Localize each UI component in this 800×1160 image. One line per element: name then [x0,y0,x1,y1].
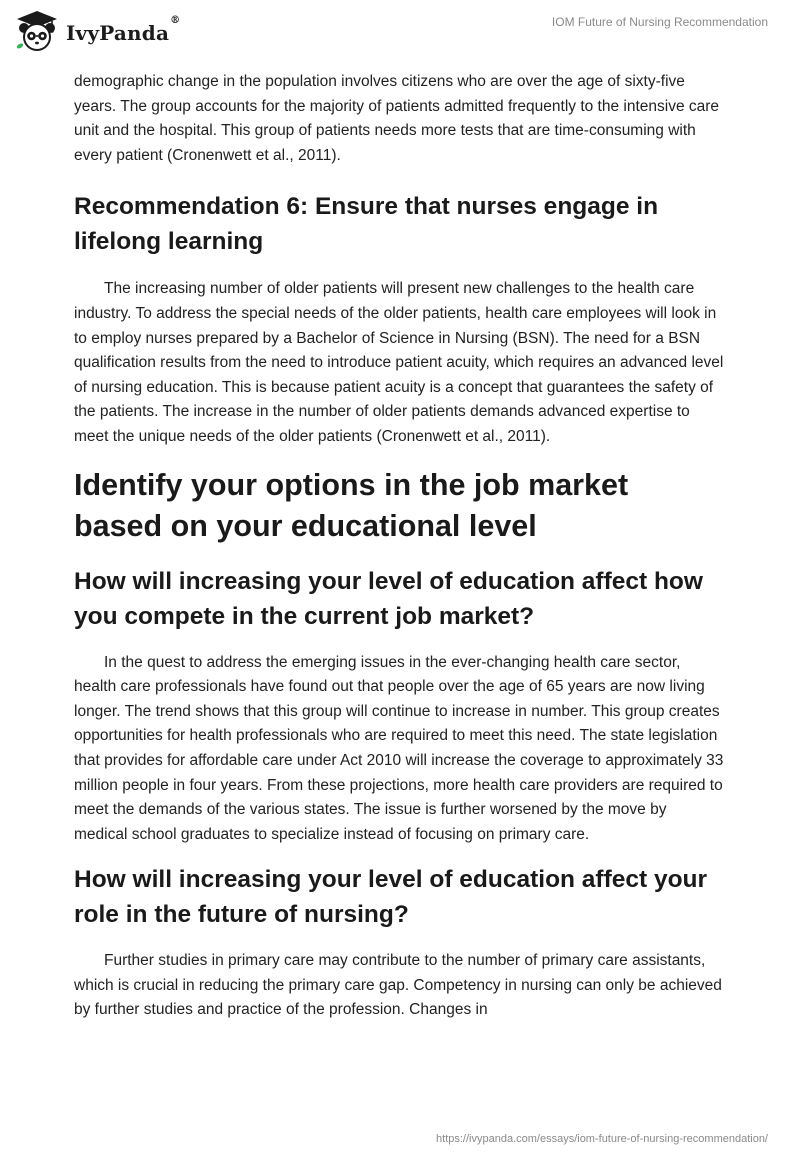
future-role-heading: How will increasing your level of education affect your role in the future of nursing? [74,866,708,929]
ivypanda-logo[interactable] [14,9,180,53]
future-role-paragraph: Further studies in primary care may contribute to the number of primary care assistants, which is crucial in reducing the primary care gap. Competency in nursing can only be achieved by further studies and practice of the profession. Changes in [74,952,722,1019]
panda-graduation-cap-icon [14,9,60,53]
intro-paragraph: demographic change in the population involves citizens who are over the age of sixty-five years. The group accounts for the majority of patients admitted frequently to the intensive care unit and the hospital. This group of patients needs more tests that are time-consuming with every patient (Cronenwett et al., 2011). [74,73,720,164]
brand-name: IvyPanda® [66,15,181,45]
compete-job-market-heading: How will increasing your level of education affect how you compete in the current job market? [74,567,703,630]
identify-options-heading: Identify your options in the job market based on your educational level [74,467,629,543]
compete-job-market-paragraph: In the quest to address the emerging issues in the ever-changing health care sector, health care professionals have found out that people over the age of 65 years are now living longer. The trend shows that this group will continue to increase in number. This group creates opportunities for health professionals who are required to meet this need. The state legislation that provides for affordable care under Act 2010 will increase the coverage to approximately 33 million people in four years. From these projections, more health care providers are required to meet the demands of the various states. The issue is further worsened by the move by medical school graduates to specialize instead of focusing on primary care. [74,653,724,843]
recommendation-6-paragraph: The increasing number of older patients will present new challenges to the health care industry. To address the special needs of the older patients, health care employees will look in to employ nurses prepared by a Bachelor of Science in Nursing (BSN). The need for a BSN qualification results from the need to introduce patient acuity, which requires an advanced level of nursing education. This is because patient acuity is a concept that guarantees the safety of the patients. The increase in the number of older patients demands advanced expertise to meet the unique needs of the older patients (Cronenwett et al., 2011). [74,280,724,445]
source-url[interactable]: https://ivypanda.com/essays/iom-future-of-nursing-recommendation/ [436,1133,768,1145]
page-header [0,0,800,66]
recommendation-6-heading: Recommendation 6: Ensure that nurses engage in lifelong learning [74,193,659,256]
document-title: IOM Future of Nursing Recommendation [551,15,768,29]
essay-content [74,70,724,1023]
